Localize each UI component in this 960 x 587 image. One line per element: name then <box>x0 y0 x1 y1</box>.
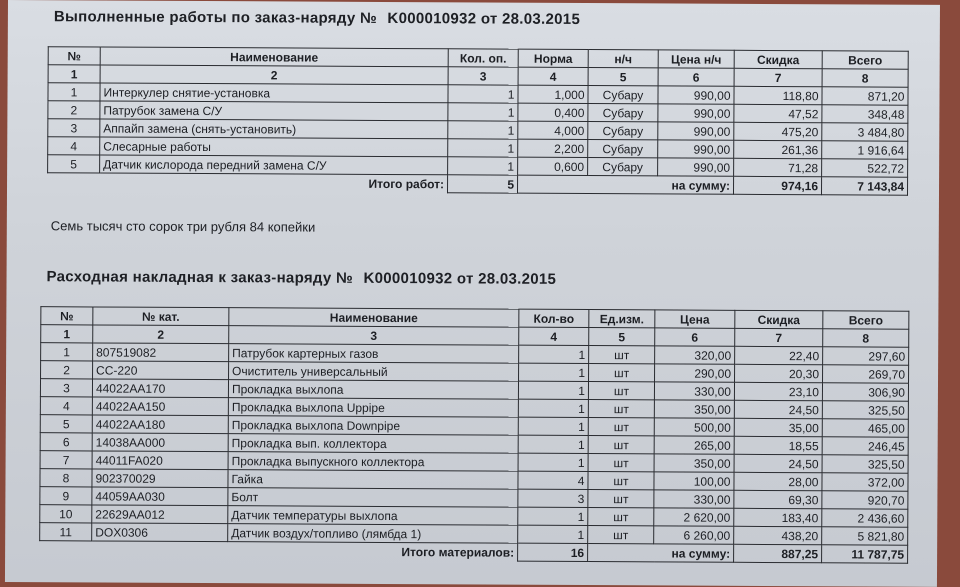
materials-cell-cat: 44022AA180 <box>92 415 228 434</box>
works-cell-qty: 1 <box>448 103 518 121</box>
materials-cell-name: Прокладка вып. коллектора <box>228 434 518 454</box>
works-cell-total: 871,20 <box>822 87 908 105</box>
materials-cell-total: 372,00 <box>822 473 908 491</box>
materials-total-spacer <box>40 541 92 559</box>
works-cell-name: Интеркулер снятие-установка <box>100 83 448 103</box>
works-sum-label: на сумму: <box>517 175 733 194</box>
materials-cell-n: 11 <box>40 523 92 541</box>
works-total-spacer <box>48 173 100 191</box>
materials-cell-discount: 28,00 <box>734 472 822 490</box>
materials-cell-cat: 44011FA020 <box>92 451 228 470</box>
works-colnum: 5 <box>588 68 658 86</box>
materials-table <box>39 306 909 564</box>
materials-cell-name: Патрубок картерных газов <box>229 344 519 364</box>
materials-cell-price: 265,00 <box>654 436 734 454</box>
materials-colnum: 1 <box>41 325 93 343</box>
materials-colnum: 8 <box>823 329 909 347</box>
materials-cell-qty: 1 <box>518 417 588 435</box>
works-cell-total: 3 484,80 <box>822 123 908 141</box>
materials-cell-price: 320,00 <box>655 346 735 364</box>
materials-cell-n: 5 <box>40 415 92 433</box>
works-title <box>54 8 580 28</box>
materials-cell-qty: 1 <box>518 525 588 543</box>
works-header-n: № <box>48 47 100 65</box>
materials-header-price: Цена <box>655 310 735 328</box>
works-cell-total: 522,72 <box>822 159 908 177</box>
works-cell-nh: Субару <box>588 140 658 158</box>
materials-cell-unit: шт <box>588 526 654 544</box>
materials-cell-total: 2 436,60 <box>822 509 908 527</box>
works-colnum: 7 <box>734 68 822 86</box>
materials-colnum: 5 <box>589 328 655 346</box>
materials-header-name: Наименование <box>229 308 519 328</box>
materials-header-n: № <box>41 307 93 325</box>
materials-cell-unit: шт <box>588 400 654 418</box>
works-colnum: 1 <box>48 65 100 83</box>
materials-cell-discount: 24,50 <box>734 454 822 472</box>
works-cell-discount: 475,20 <box>734 122 822 140</box>
materials-title <box>47 268 557 288</box>
materials-cell-cat: 44059AA030 <box>92 487 228 506</box>
materials-cell-total: 325,50 <box>822 401 908 419</box>
materials-cell-n: 6 <box>40 433 92 451</box>
materials-colnum: 7 <box>735 328 823 346</box>
materials-sum-label: на сумму: <box>588 544 734 563</box>
works-colnum: 8 <box>822 69 908 87</box>
works-cell-name: Датчик кислорода передний замена С/У <box>100 155 448 175</box>
works-cell-nh: Субару <box>588 86 658 104</box>
works-cell-total: 1 916,64 <box>822 141 908 159</box>
works-table <box>47 46 909 196</box>
materials-cell-name: Прокладка выхлопа Downpipe <box>228 416 518 436</box>
materials-cell-price: 330,00 <box>654 382 734 400</box>
works-cell-norm: 1,000 <box>518 85 588 103</box>
works-cell-total: 348,48 <box>822 105 908 123</box>
materials-cell-unit: шт <box>589 364 655 382</box>
materials-date: от 28.03.2015 <box>456 270 557 288</box>
works-cell-n: 4 <box>48 137 100 155</box>
materials-cell-qty: 3 <box>518 489 588 507</box>
works-header-nh: н/ч <box>588 50 658 68</box>
materials-cell-n: 1 <box>41 343 93 361</box>
materials-cell-qty: 1 <box>519 363 589 381</box>
works-cell-nh: Субару <box>588 158 658 176</box>
works-sum-total: 7 143,84 <box>821 177 907 195</box>
materials-cell-discount: 22,40 <box>735 346 823 364</box>
materials-cell-cat: CC-220 <box>93 361 229 380</box>
materials-cell-n: 8 <box>40 469 92 487</box>
works-order-number: K000010932 <box>387 9 477 28</box>
materials-cell-n: 3 <box>40 379 92 397</box>
materials-title-prefix: Расходная накладная к заказ-наряду № <box>46 268 354 287</box>
works-cell-nh: Субару <box>588 104 658 122</box>
materials-cell-name: Гайка <box>228 470 518 490</box>
materials-total-qty: 16 <box>518 543 588 561</box>
works-cell-price: 990,00 <box>658 86 734 104</box>
materials-colnum: 2 <box>93 325 229 344</box>
works-colnum: 2 <box>100 65 448 85</box>
works-cell-name: Аппайп замена (снять-установить) <box>100 119 448 139</box>
materials-cell-n: 7 <box>40 451 92 469</box>
materials-cell-discount: 24,50 <box>734 400 822 418</box>
materials-sum-discount: 887,25 <box>734 544 822 562</box>
works-header-discount: Скидка <box>734 50 822 68</box>
materials-cell-price: 500,00 <box>654 418 734 436</box>
materials-cell-discount: 18,55 <box>734 436 822 454</box>
materials-cell-total: 297,60 <box>823 347 909 365</box>
materials-cell-name: Датчик воздух/топливо (лямбда 1) <box>228 524 518 544</box>
materials-cell-qty: 1 <box>518 453 588 471</box>
materials-cell-unit: шт <box>588 436 654 454</box>
works-colnum: 4 <box>518 67 588 85</box>
materials-header-total: Всего <box>823 311 909 329</box>
materials-cell-price: 330,00 <box>654 490 734 508</box>
materials-cell-name: Прокладка выхлопа <box>228 380 518 400</box>
materials-header-unit: Ед.изм. <box>589 310 655 328</box>
materials-cell-price: 6 260,00 <box>654 526 734 544</box>
materials-cell-price: 100,00 <box>654 472 734 490</box>
materials-cell-discount: 20,30 <box>735 364 823 382</box>
materials-header-cat: № кат. <box>93 307 229 326</box>
materials-cell-n: 10 <box>40 505 92 523</box>
materials-sum-total: 11 787,75 <box>822 545 908 563</box>
works-header-total: Всего <box>822 51 908 69</box>
works-cell-price: 990,00 <box>658 104 734 122</box>
materials-cell-name: Очиститель универсальный <box>229 362 519 382</box>
materials-cell-unit: шт <box>588 454 654 472</box>
works-cell-qty: 1 <box>448 121 518 139</box>
materials-cell-price: 350,00 <box>654 454 734 472</box>
materials-cell-cat: 44022AA170 <box>92 379 228 398</box>
works-cell-norm: 2,200 <box>518 139 588 157</box>
works-cell-n: 5 <box>48 155 100 173</box>
materials-colnum: 6 <box>655 328 735 346</box>
works-total-qty: 5 <box>447 175 517 193</box>
materials-header-discount: Скидка <box>735 310 823 328</box>
works-sum-discount: 974,16 <box>733 176 821 194</box>
works-cell-qty: 1 <box>448 157 518 175</box>
materials-cell-unit: шт <box>588 472 654 490</box>
works-cell-price: 990,00 <box>658 140 734 158</box>
works-cell-nh: Субару <box>588 122 658 140</box>
materials-cell-discount: 69,30 <box>734 490 822 508</box>
works-cell-name: Патрубок замена С/У <box>100 101 448 121</box>
works-total-label: Итого работ: <box>368 176 445 192</box>
materials-cell-qty: 1 <box>518 399 588 417</box>
materials-cell-cat: 807519082 <box>93 343 229 362</box>
materials-cell-cat: 22629AA012 <box>92 505 228 524</box>
materials-cell-qty: 1 <box>518 435 588 453</box>
works-cell-norm: 4,000 <box>518 121 588 139</box>
materials-cell-unit: шт <box>588 508 654 526</box>
works-colnum: 3 <box>448 67 518 85</box>
works-cell-discount: 71,28 <box>734 158 822 176</box>
materials-cell-name: Прокладка выпускного коллектора <box>228 452 518 472</box>
materials-total-label: Итого материалов: <box>401 544 515 560</box>
works-cell-discount: 47,52 <box>734 104 822 122</box>
materials-cell-total: 269,70 <box>823 365 909 383</box>
document-page <box>5 0 940 587</box>
materials-cell-cat: 14038AA000 <box>92 433 228 452</box>
works-colnum: 6 <box>658 68 734 86</box>
materials-cell-cat: DOX0306 <box>92 523 228 542</box>
materials-cell-unit: шт <box>588 418 654 436</box>
works-cell-qty: 1 <box>448 139 518 157</box>
materials-cell-total: 5 821,80 <box>822 527 908 545</box>
works-cell-price: 990,00 <box>658 122 734 140</box>
materials-cell-unit: шт <box>589 346 655 364</box>
works-cell-qty: 1 <box>448 85 518 103</box>
works-title-prefix: Выполненные работы по заказ-наряду № <box>53 8 378 27</box>
materials-cell-price: 290,00 <box>655 364 735 382</box>
materials-cell-qty: 1 <box>518 381 588 399</box>
amount-in-words: Семь тысяч сто сорок три рубля 84 копейки <box>50 218 316 235</box>
works-cell-n: 2 <box>48 101 100 119</box>
materials-cell-total: 465,00 <box>822 419 908 437</box>
works-cell-n: 3 <box>48 119 100 137</box>
materials-cell-qty: 4 <box>518 471 588 489</box>
materials-colnum: 4 <box>519 327 589 345</box>
works-cell-price: 990,00 <box>658 158 734 176</box>
materials-header-qty: Кол-во <box>519 309 589 327</box>
materials-cell-n: 4 <box>40 397 92 415</box>
materials-cell-total: 246,45 <box>822 437 908 455</box>
works-cell-discount: 118,80 <box>734 86 822 104</box>
materials-cell-total: 306,90 <box>822 383 908 401</box>
materials-cell-n: 2 <box>41 361 93 379</box>
works-header-qty: Кол. оп. <box>448 49 518 67</box>
works-cell-n: 1 <box>48 83 100 101</box>
works-total-row <box>48 173 908 196</box>
materials-cell-price: 350,00 <box>654 400 734 418</box>
works-header-price: Цена н/ч <box>658 50 734 68</box>
works-cell-norm: 0,400 <box>518 103 588 121</box>
materials-cell-discount: 23,10 <box>734 382 822 400</box>
works-header-norm: Норма <box>518 49 588 67</box>
materials-cell-name: Болт <box>228 488 518 508</box>
works-cell-norm: 0,600 <box>518 157 588 175</box>
works-cell-name: Слесарные работы <box>100 137 448 157</box>
materials-cell-total: 920,70 <box>822 491 908 509</box>
materials-cell-unit: шт <box>588 382 654 400</box>
materials-order-number: K000010932 <box>363 269 453 288</box>
materials-cell-cat: 44022AA150 <box>92 397 228 416</box>
materials-cell-qty: 1 <box>519 345 589 363</box>
materials-cell-discount: 183,40 <box>734 508 822 526</box>
materials-cell-price: 2 620,00 <box>654 508 734 526</box>
materials-cell-total: 325,50 <box>822 455 908 473</box>
materials-cell-name: Прокладка выхлопа Uppipe <box>228 398 518 418</box>
materials-cell-discount: 438,20 <box>734 526 822 544</box>
materials-cell-discount: 35,00 <box>734 418 822 436</box>
works-header-name: Наименование <box>100 47 448 67</box>
works-date: от 28.03.2015 <box>480 10 581 28</box>
works-cell-discount: 261,36 <box>734 140 822 158</box>
materials-cell-unit: шт <box>588 490 654 508</box>
materials-cell-n: 9 <box>40 487 92 505</box>
materials-cell-qty: 1 <box>518 507 588 525</box>
materials-colnum: 3 <box>229 326 519 346</box>
materials-total-row <box>40 541 908 564</box>
materials-cell-cat: 902370029 <box>92 469 228 488</box>
materials-cell-name: Датчик температуры выхлопа <box>228 506 518 526</box>
